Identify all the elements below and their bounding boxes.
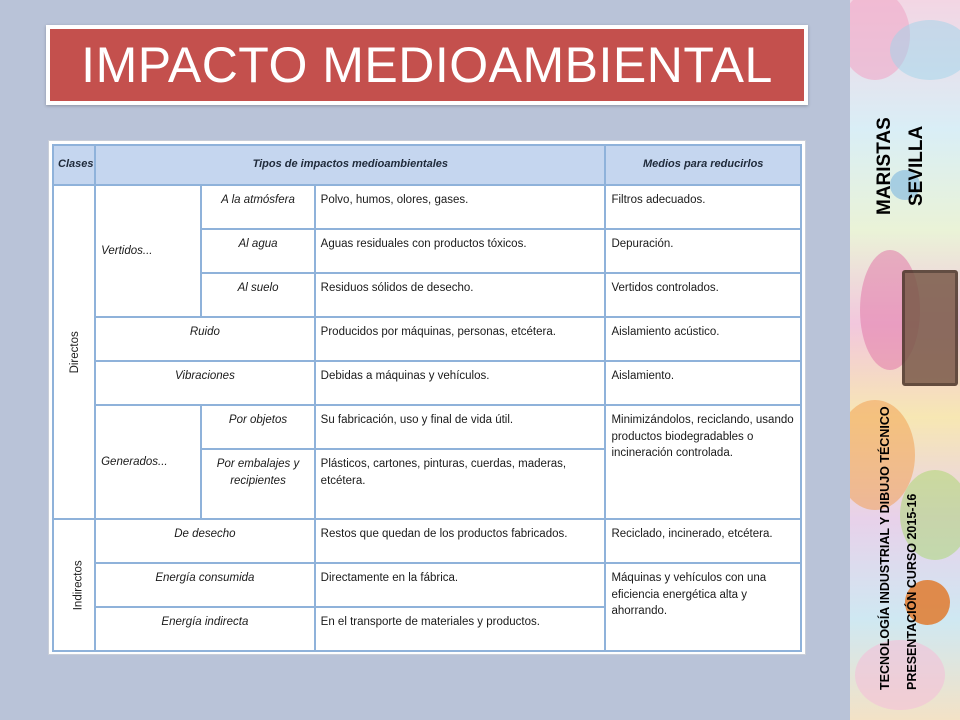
row-indirecta-label: Energía indirecta xyxy=(95,607,315,651)
desc-vibraciones: Debidas a máquinas y vehículos. xyxy=(315,361,606,405)
desc-suelo: Residuos sólidos de desecho. xyxy=(315,273,606,317)
sub-objetos: Por objetos xyxy=(201,405,314,449)
table-row xyxy=(53,185,801,229)
class-directos xyxy=(53,185,95,519)
desc-agua: Aguas residuales con productos tóxicos. xyxy=(315,229,606,273)
decorative-side-panel xyxy=(850,0,960,720)
sub-suelo: Al suelo xyxy=(201,273,314,317)
door-illustration xyxy=(902,270,958,386)
impacts-table xyxy=(52,144,802,652)
desc-embalajes: Plásticos, cartones, pinturas, cuerdas, maderas, etcétera. xyxy=(315,449,606,519)
medio-suelo: Vertidos controlados. xyxy=(605,273,801,317)
table-row xyxy=(53,317,801,361)
medio-energia: Máquinas y vehículos con una eficiencia energética alta y ahorrando. xyxy=(605,563,801,651)
page-title: IMPACTO MEDIOAMBIENTAL xyxy=(81,37,773,93)
group-generados: Generados... xyxy=(95,405,201,519)
desc-atmosfera: Polvo, humos, olores, gases. xyxy=(315,185,606,229)
header-tipos: Tipos de impactos medioambientales xyxy=(95,145,605,185)
class-indirectos-label: Indirectos xyxy=(72,560,85,610)
sub-agua: Al agua xyxy=(201,229,314,273)
brand-line2: SEVILLA xyxy=(906,125,927,206)
row-vibraciones-label: Vibraciones xyxy=(95,361,315,405)
row-desecho-label: De desecho xyxy=(95,519,315,563)
table-row xyxy=(53,563,801,607)
table-row xyxy=(53,519,801,563)
course-line1: TECNOLOGÍA INDUSTRIAL Y DIBUJO TÉCNICO xyxy=(878,406,892,690)
desc-desecho: Restos que quedan de los productos fabricados. xyxy=(315,519,606,563)
sub-atmosfera: A la atmósfera xyxy=(201,185,314,229)
decorative-swirl xyxy=(890,20,960,80)
table-header-row xyxy=(53,145,801,185)
desc-objetos: Su fabricación, uso y final de vida útil. xyxy=(315,405,606,449)
medio-vibraciones: Aislamiento. xyxy=(605,361,801,405)
header-medios: Medios para reducirlos xyxy=(605,145,801,185)
class-directos-label: Directos xyxy=(68,330,81,374)
impacts-table-container xyxy=(48,140,806,655)
group-vertidos: Vertidos... xyxy=(95,185,201,317)
decorative-swirl xyxy=(855,640,945,710)
medio-ruido: Aislamiento acústico. xyxy=(605,317,801,361)
medio-desecho: Reciclado, incinerado, etcétera. xyxy=(605,519,801,563)
class-indirectos xyxy=(53,519,95,651)
brand-line1: MARISTAS xyxy=(874,117,895,215)
course-line2: PRESENTACIÓN CURSO 2015-16 xyxy=(905,493,919,690)
sub-embalajes: Por embalajes y recipientes xyxy=(201,449,314,519)
desc-consumida: Directamente en la fábrica. xyxy=(315,563,606,607)
table-row xyxy=(53,361,801,405)
medio-atmosfera: Filtros adecuados. xyxy=(605,185,801,229)
medio-generados: Minimizándolos, reciclando, usando productos biodegradables o incineración controlada. xyxy=(605,405,801,519)
desc-ruido: Producidos por máquinas, personas, etcétera. xyxy=(315,317,606,361)
row-ruido-label: Ruido xyxy=(95,317,315,361)
title-banner xyxy=(46,25,808,105)
desc-indirecta: En el transporte de materiales y productos. xyxy=(315,607,606,651)
table-row xyxy=(53,405,801,449)
row-consumida-label: Energía consumida xyxy=(95,563,315,607)
header-clases: Clases xyxy=(53,145,95,185)
medio-agua: Depuración. xyxy=(605,229,801,273)
